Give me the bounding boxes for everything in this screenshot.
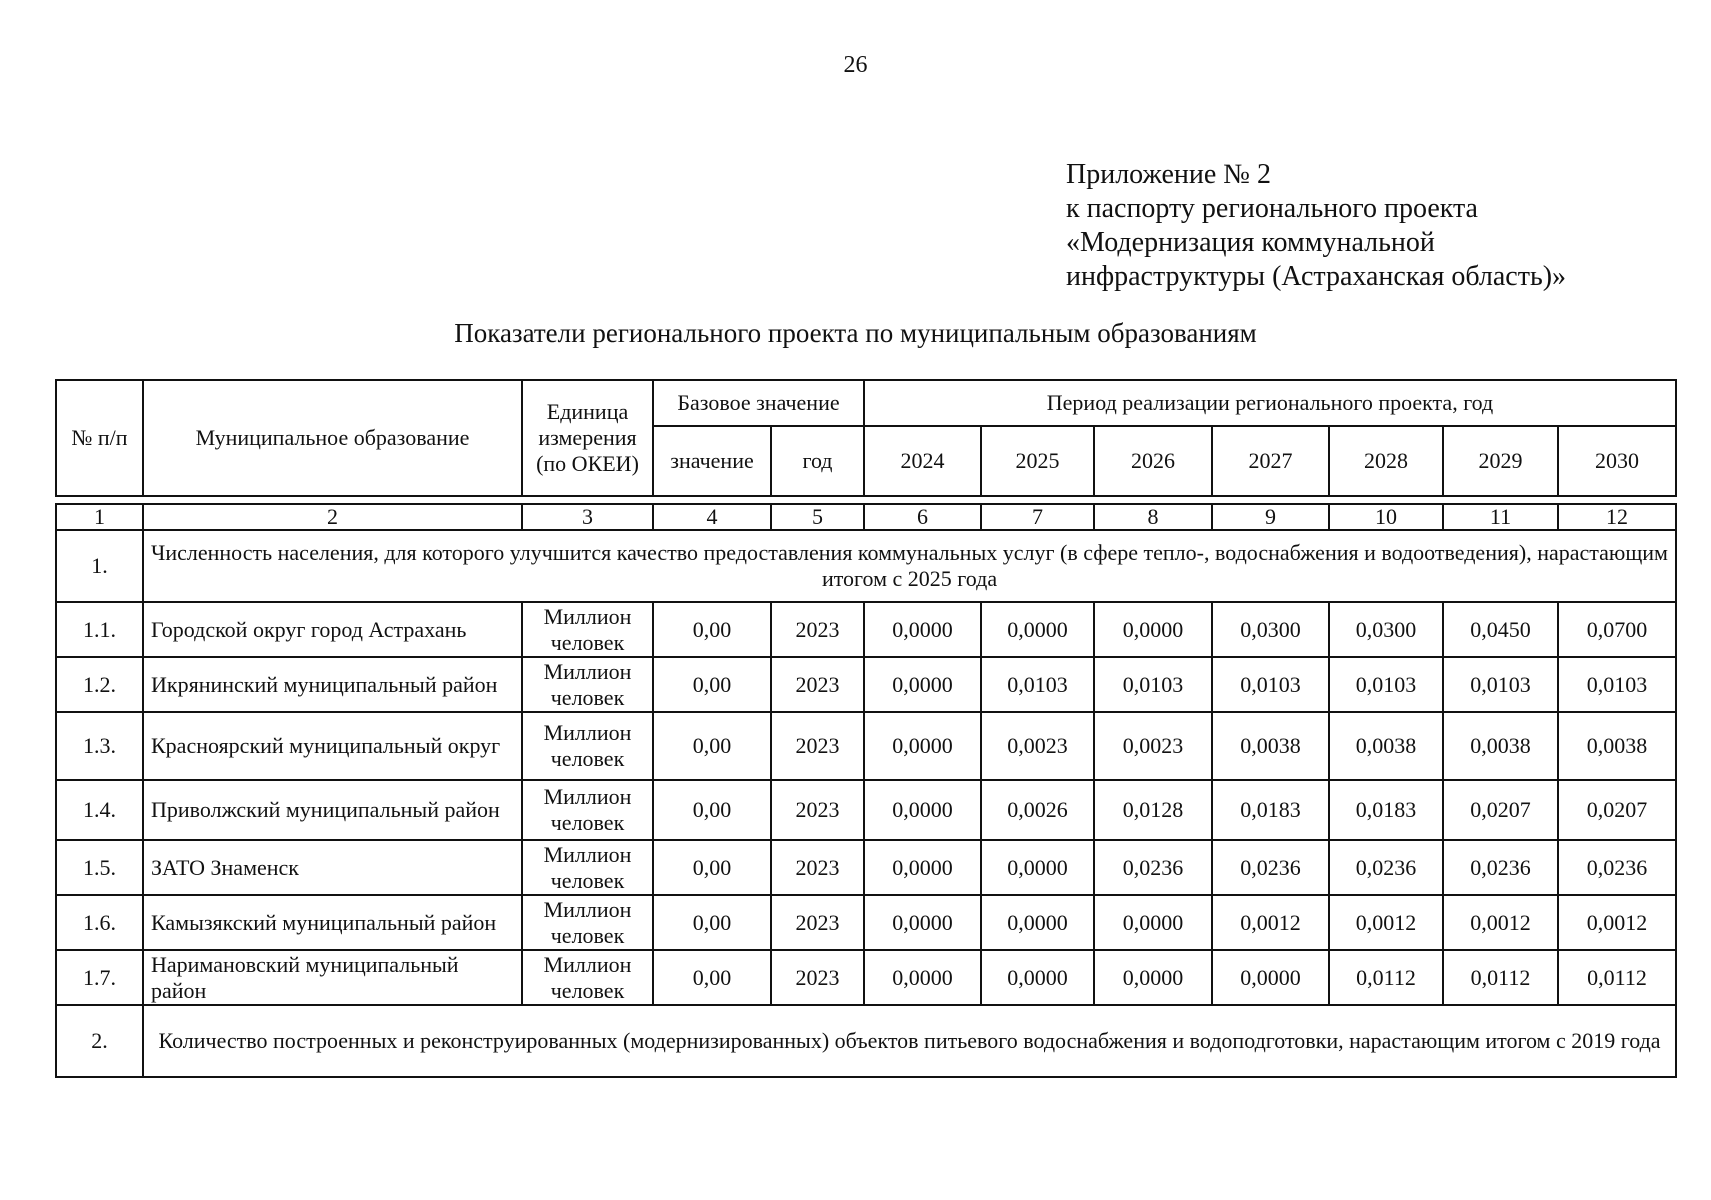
header-year: 2025	[981, 426, 1094, 496]
row-value: 0,0000	[981, 895, 1094, 950]
column-number: 10	[1329, 504, 1443, 530]
row-value: 0,0103	[1329, 657, 1443, 712]
table-row	[56, 712, 1676, 780]
row-base-value: 0,00	[653, 657, 771, 712]
row-value: 0,0103	[1094, 657, 1212, 712]
table-divider	[56, 496, 1676, 504]
column-number: 9	[1212, 504, 1329, 530]
row-value: 0,0103	[1212, 657, 1329, 712]
header-base-value: значение	[653, 426, 771, 496]
row-value: 0,0000	[1094, 895, 1212, 950]
row-base-value: 0,00	[653, 840, 771, 895]
table-row	[56, 895, 1676, 950]
row-value: 0,0038	[1558, 712, 1676, 780]
row-value: 0,0026	[981, 780, 1094, 840]
row-value: 0,0183	[1212, 780, 1329, 840]
header-base: Базовое значение	[653, 380, 864, 426]
column-number: 2	[143, 504, 522, 530]
row-value: 0,0300	[1329, 602, 1443, 657]
row-value: 0,0023	[1094, 712, 1212, 780]
row-value: 0,0112	[1443, 950, 1558, 1005]
row-value: 0,0000	[864, 602, 981, 657]
row-value: 0,0023	[981, 712, 1094, 780]
row-unit: Миллион человек	[522, 950, 653, 1005]
table-row	[56, 840, 1676, 895]
row-value: 0,0000	[1094, 950, 1212, 1005]
row-value: 0,0000	[981, 840, 1094, 895]
row-unit: Миллион человек	[522, 712, 653, 780]
column-number: 3	[522, 504, 653, 530]
header-municipality: Муниципальное образование	[143, 380, 522, 496]
table-row	[56, 950, 1676, 1005]
row-value: 0,0450	[1443, 602, 1558, 657]
row-value: 0,0038	[1212, 712, 1329, 780]
row-num: 1.7.	[56, 950, 143, 1005]
row-base-value: 0,00	[653, 950, 771, 1005]
header-num: № п/п	[56, 380, 143, 496]
row-municipality: Красноярский муниципальный округ	[143, 712, 522, 780]
row-municipality: Городской округ город Астрахань	[143, 602, 522, 657]
row-base-year: 2023	[771, 950, 864, 1005]
header-year: 2030	[1558, 426, 1676, 496]
header-year: 2029	[1443, 426, 1558, 496]
row-value: 0,0012	[1212, 895, 1329, 950]
column-number: 12	[1558, 504, 1676, 530]
appendix-header	[1066, 158, 1626, 294]
row-value: 0,0012	[1443, 895, 1558, 950]
header-row	[56, 380, 1676, 426]
row-value: 0,0000	[864, 657, 981, 712]
row-value: 0,0236	[1329, 840, 1443, 895]
row-value: 0,0000	[1094, 602, 1212, 657]
row-value: 0,0128	[1094, 780, 1212, 840]
row-value: 0,0103	[1558, 657, 1676, 712]
row-municipality: Икрянинский муниципальный район	[143, 657, 522, 712]
row-value: 0,0000	[1212, 950, 1329, 1005]
row-value: 0,0103	[981, 657, 1094, 712]
header-year: 2027	[1212, 426, 1329, 496]
appendix-line: инфраструктуры (Астраханская область)»	[1066, 261, 1567, 292]
row-num: 1.6.	[56, 895, 143, 950]
row-num: 1.4.	[56, 780, 143, 840]
row-value: 0,0300	[1212, 602, 1329, 657]
row-value: 0,0112	[1558, 950, 1676, 1005]
column-number: 6	[864, 504, 981, 530]
appendix-line: Приложение № 2	[1066, 159, 1271, 190]
section-num: 1.	[56, 530, 143, 602]
row-value: 0,0012	[1329, 895, 1443, 950]
row-value: 0,0103	[1443, 657, 1558, 712]
row-municipality: Приволжский муниципальный район	[143, 780, 522, 840]
column-number: 4	[653, 504, 771, 530]
column-number: 11	[1443, 504, 1558, 530]
row-unit: Миллион человек	[522, 602, 653, 657]
row-value: 0,0700	[1558, 602, 1676, 657]
table-row	[56, 780, 1676, 840]
row-base-value: 0,00	[653, 712, 771, 780]
appendix-line: к паспорту регионального проекта	[1066, 193, 1478, 224]
row-num: 1.2.	[56, 657, 143, 712]
header-period: Период реализации регионального проекта, год	[864, 380, 1676, 426]
row-value: 0,0236	[1443, 840, 1558, 895]
row-municipality: ЗАТО Знаменск	[143, 840, 522, 895]
row-num: 1.5.	[56, 840, 143, 895]
column-number: 5	[771, 504, 864, 530]
row-base-year: 2023	[771, 780, 864, 840]
row-value: 0,0207	[1558, 780, 1676, 840]
column-number-row	[56, 504, 1676, 530]
header-year: 2024	[864, 426, 981, 496]
row-base-value: 0,00	[653, 602, 771, 657]
indicators-table	[55, 379, 1677, 1078]
table-row	[56, 602, 1676, 657]
row-base-year: 2023	[771, 895, 864, 950]
row-num: 1.1.	[56, 602, 143, 657]
section-title: Количество построенных и реконструированных (модернизированных) объектов питьевого водоснабжения и водоподготовки, нарастающим итогом с 2019 года	[143, 1005, 1676, 1077]
row-base-year: 2023	[771, 602, 864, 657]
table-row	[56, 657, 1676, 712]
header-base-year: год	[771, 426, 864, 496]
row-value: 0,0038	[1329, 712, 1443, 780]
row-value: 0,0000	[981, 950, 1094, 1005]
section-num: 2.	[56, 1005, 143, 1077]
row-value: 0,0000	[864, 950, 981, 1005]
column-number: 8	[1094, 504, 1212, 530]
row-value: 0,0038	[1443, 712, 1558, 780]
row-value: 0,0000	[864, 780, 981, 840]
row-base-year: 2023	[771, 840, 864, 895]
row-value: 0,0236	[1094, 840, 1212, 895]
row-base-value: 0,00	[653, 780, 771, 840]
row-num: 1.3.	[56, 712, 143, 780]
row-unit: Миллион человек	[522, 840, 653, 895]
row-unit: Миллион человек	[522, 895, 653, 950]
row-base-year: 2023	[771, 712, 864, 780]
table-title: Показатели регионального проекта по муниципальным образованиям	[454, 318, 1257, 348]
row-value: 0,0012	[1558, 895, 1676, 950]
row-value: 0,0112	[1329, 950, 1443, 1005]
column-number: 7	[981, 504, 1094, 530]
row-value: 0,0236	[1558, 840, 1676, 895]
row-value: 0,0000	[864, 840, 981, 895]
row-base-value: 0,00	[653, 895, 771, 950]
row-unit: Миллион человек	[522, 657, 653, 712]
section-title: Численность населения, для которого улучшится качество предоставления коммунальных услуг (в сфере тепло-, водоснабжения и водоотведения), нарастающим итогом с 2025 года	[143, 530, 1676, 602]
row-value: 0,0000	[864, 712, 981, 780]
section-row	[56, 1005, 1676, 1077]
row-value: 0,0183	[1329, 780, 1443, 840]
row-value: 0,0236	[1212, 840, 1329, 895]
header-year: 2028	[1329, 426, 1443, 496]
row-unit: Миллион человек	[522, 780, 653, 840]
row-municipality: Наримановский муниципальный район	[143, 950, 522, 1005]
row-value: 0,0207	[1443, 780, 1558, 840]
row-value: 0,0000	[864, 895, 981, 950]
row-municipality: Камызякский муниципальный район	[143, 895, 522, 950]
appendix-line: «Модернизация коммунальной	[1066, 227, 1435, 258]
row-base-year: 2023	[771, 657, 864, 712]
row-value: 0,0000	[981, 602, 1094, 657]
header-unit: Единица измерения (по ОКЕИ)	[522, 380, 653, 496]
section-row	[56, 530, 1676, 602]
page-number: 26	[843, 52, 868, 78]
column-number: 1	[56, 504, 143, 530]
header-year: 2026	[1094, 426, 1212, 496]
